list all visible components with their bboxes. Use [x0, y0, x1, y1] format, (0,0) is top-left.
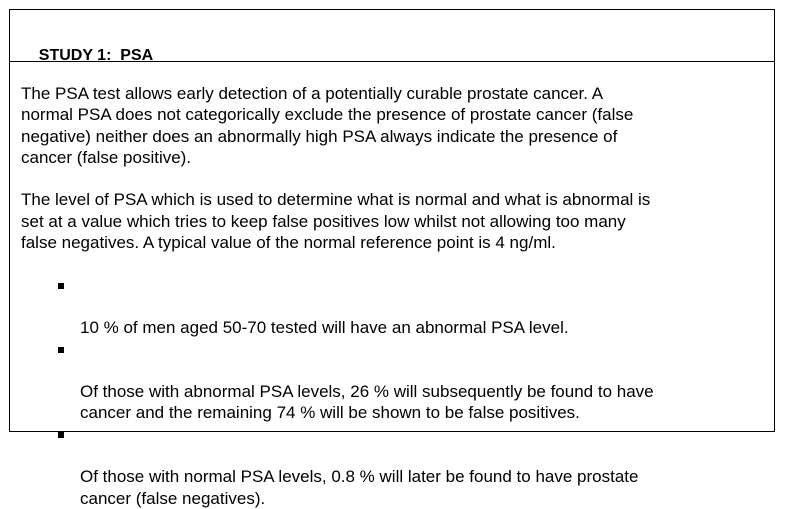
- study-content: [10, 62, 774, 509]
- reference-paragraph: The level of PSA which is used to determine what is normal and what is abnormal is set at a value which tries to keep false positives low whilst not allowing too many false negatives. A typical value of the normal reference point is 4 ng/ml.: [21, 190, 651, 253]
- study-title: STUDY 1: PSA: [38, 47, 154, 64]
- square-bullet-icon: [58, 283, 64, 289]
- list-item: [21, 339, 764, 424]
- list-item: [21, 275, 764, 339]
- intro-paragraph: The PSA test allows early detection of a potentially curable prostate cancer. A normal PSA does not categorically exclude the presence of prostate cancer (false negative) neither does an abnormally high PSA always indicate the presence of cancer (false positive).: [21, 84, 634, 167]
- study-header: [10, 10, 774, 62]
- facts-list: [21, 275, 764, 509]
- list-item-text: 10 % of men aged 50-70 tested will have an abnormal PSA level.: [80, 318, 569, 338]
- square-bullet-icon: [58, 432, 64, 438]
- list-item: [21, 424, 764, 509]
- square-bullet-icon: [58, 347, 64, 353]
- list-item-text: Of those with normal PSA levels, 0.8 % will later be found to have prostate cancer (false negatives).: [80, 467, 639, 508]
- list-item-text: Of those with abnormal PSA levels, 26 % will subsequently be found to have cancer and the remaining 74 % will be shown to be false positives.: [80, 382, 654, 423]
- study-box: [9, 9, 775, 508]
